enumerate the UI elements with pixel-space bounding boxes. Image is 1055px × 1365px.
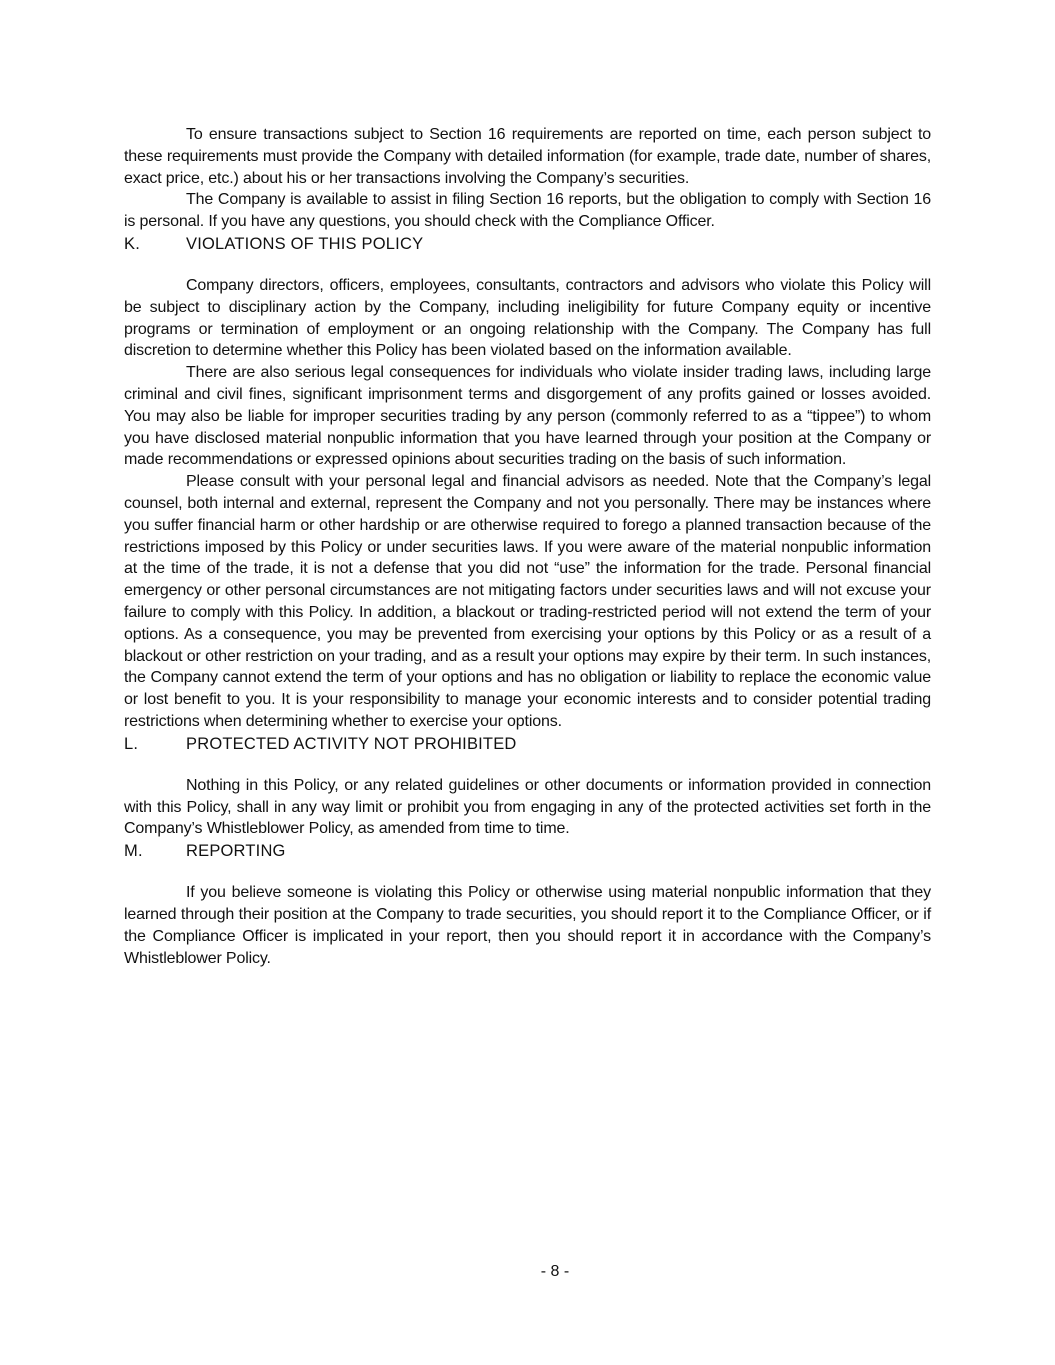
section-k-paragraph-1: Company directors, officers, employees, consultants, contractors and advisors who violate this Policy will be subject to disciplinary action by the Company, including ineligibility for future Company equity or incentive programs or termination of employment or an ongoing relationship with the Company. The Company has full discretion to determine whether this Policy has been violated based on the information available. [124, 276, 931, 360]
section-l-title: PROTECTED ACTIVITY NOT PROHIBITED [186, 734, 517, 753]
section-k-paragraph-3: Please consult with your personal legal and financial advisors as needed. Note that the Company’s legal counsel, both internal and external, represent the Company and not you personally. There may be instances where you suffer financial harm or other hardship or are otherwise required to forego a planned transaction because of the restrictions imposed by this Policy or under securities laws. If you were aware of the material nonpublic information at the time of the trade, it is not a defense that you did not “use” the information for the trade. Personal financial emergency or other personal circumstances are not mitigating factors under securities laws and will not excuse your failure to comply with this Policy. In addition, a blackout or trading-restricted period will not extend the term of your options. As a consequence, you may be prevented from exercising your options by this Policy or as a result of a blackout or other restriction on your trading, and as a result your options may expire by their term. In such instances, the Company cannot extend the term of your options and has no obligation or liability to replace the economic value or lost benefit to you. It is your responsibility to manage your economic interests and to consider potential trading restrictions when determining whether to exercise your options. [124, 473, 931, 730]
section-k-heading [124, 233, 931, 255]
section-k-title: VIOLATIONS OF THIS POLICY [186, 234, 424, 253]
section16-intro-paragraph: To ensure transactions subject to Section 16 requirements are reported on time, each person subject to these requirements must provide the Company with detailed information (for example, trade date, number of shares, exact price, etc.) about his or her transactions involving the Company’s securities. [124, 126, 931, 187]
section-l-paragraph-1: Nothing in this Policy, or any related guidelines or other documents or information provided in connection with this Policy, shall in any way limit or prohibit you from engaging in any of the protected activities set forth in the Company’s Whistleblower Policy, as amended from time to time. [124, 776, 931, 838]
section-l-letter: L. [124, 734, 139, 753]
section-m-paragraph-1: If you believe someone is violating this Policy or otherwise using material nonpublic information that they learned through their position at the Company to trade securities, you should report it to the Compliance Officer, or if the Compliance Officer is implicated in your report, then you should report it in accordance with the Company’s Whistleblower Policy. [124, 884, 931, 967]
section-m-title: REPORTING [186, 842, 286, 861]
section-k-paragraph-2: There are also serious legal consequences for individuals who violate insider trading laws, including large criminal and civil fines, significant imprisonment terms and disgorgement of any profits gained or losses avoided. You may also be liable for improper securities trading by any person (commonly referred to as a “tippee”) to whom you have disclosed material nonpublic information that you have learned through your position at the Company or made recommendations or expressed opinions about securities trading on the basis of such information. [124, 364, 931, 469]
section-l-heading [124, 733, 931, 755]
section16-assist-paragraph: The Company is available to assist in filing Section 16 reports, but the obligation to comply with Section 16 is personal. If you have any questions, you should check with the Compliance Officer. [124, 191, 931, 231]
section-m-letter: M. [124, 842, 143, 861]
section-k-letter: K. [124, 234, 140, 253]
page-number: - 8 - [540, 1263, 570, 1280]
document-page [124, 124, 931, 969]
section-m-heading [124, 840, 931, 862]
